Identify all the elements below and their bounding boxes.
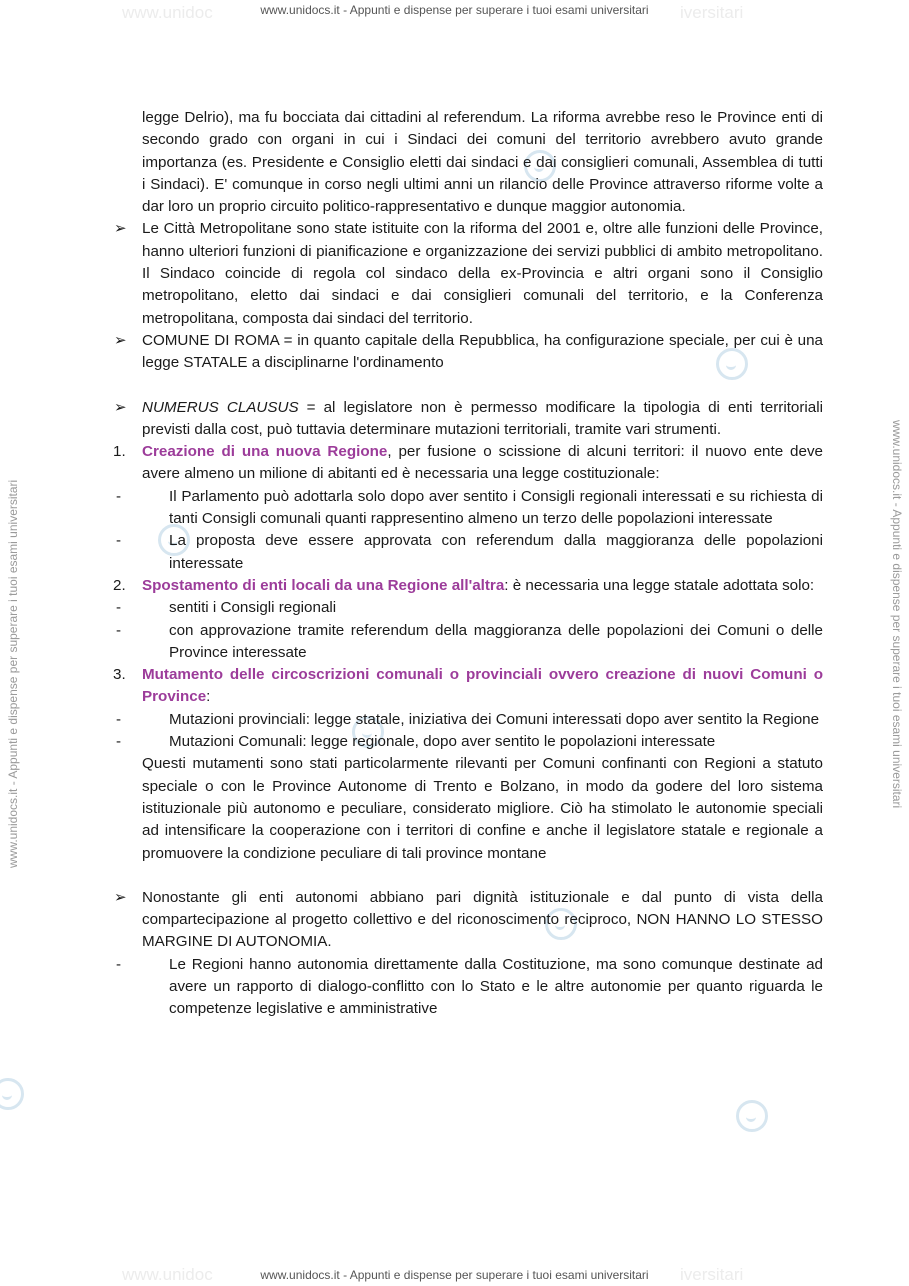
item-text [142,441,823,486]
dash-text: con approvazione tramite referendum della maggioranza delle popolazioni dei Comuni o delle Province interessate [169,621,823,661]
item-text-rest: : è necessaria una legge statale adottata solo: [504,576,815,594]
dash-marker: - [116,733,122,751]
watermark-logo-icon [0,1078,24,1110]
paragraph-intro: legge Delrio), ma fu bocciata dai cittadini al referendum. La riforma avrebbe reso le Province enti di secondo grado con organi in cui i Sindaci dei comuni del territorio avrebbero avuto grande importanza (es. Presidente e Consiglio eletti dai sindaci e dai consiglieri comunali, Assemblea di tutti i Sindaci). E' comunque in corso negli ultimi anni un rilancio delle Province attraverso riforme volte a dar loro un proprio circuito politico-rappresentativo e dunque maggior autonomia. [142,109,823,216]
bullet-text-rest: = al legislatore non è permesso modificare la tipologia di enti territoriali previsti dalla cost, può tuttavia determinare mutazioni territoriali, tramite vari strumenti. [142,398,823,438]
document-body [113,107,823,1021]
arrow-bullet-icon: ➢ [114,220,127,238]
dash-marker: - [116,487,122,505]
dash-text: La proposta deve essere approvata con referendum dalla maggioranza delle popolazioni interessate [169,532,823,572]
dash-marker: - [116,710,122,728]
dash-text: Il Parlamento può adottarla solo dopo aver sentito i Consigli regionali interessati e su richiesta di tanti Consigli comunali quanti rappresentino almeno un terzo delle popolazioni interessate [169,487,823,528]
numbered-item-1 [113,441,823,486]
ghost-watermark-right-bottom: iversitari [680,1265,744,1284]
watermark-logo-icon [736,1100,768,1132]
paragraph-mutamenti: Questi mutamenti sono stati particolarmente rilevanti per Comuni confinanti con Regioni a statuto speciale o con le Province Autonome di Trento e Bolzano, in modo da godere del loro sistema istituzionale più autonomo e peculiare, considerato migliore. Ciò ha stimolato le autonomie speciali ad intensificare la cooperazione con i territori di confine e anche il legislatore statale e regionale a promuovere la condizione peculiare di tali province montane [142,755,823,862]
dash-text: Mutazioni Comunali: legge regionale, dopo aver sentito le popolazioni interessate [169,733,716,751]
bullet-comune-roma [114,330,823,375]
item-text-rest: , per fusione o scissione di alcuni territori: il nuovo ente deve avere almeno un milione di abitanti ed è necessaria una legge costituzionale: [142,443,823,483]
dash-item [116,954,823,1021]
dash-item [116,620,823,665]
arrow-bullet-icon: ➢ [114,888,127,906]
side-watermark-right: www.unidocs.it - Appunti e dispense per superare i tuoi esami universitari [890,420,904,809]
side-watermark-left: www.unidocs.it - Appunti e dispense per superare i tuoi esami universitari [6,479,20,868]
item-text [142,664,823,709]
bullet-text: Le Città Metropolitane sono state istituite con la riforma del 2001 e, oltre alle funzioni delle Province, hanno ulteriori funzioni di pianificazione e organizzazione dei servizi pubblici di ambito metropolitano. Il Sindaco coincide di regola col sindaco della ex-Provincia e altri organi sono il Consiglio metropolitano, eletto dai sindaci e dai consiglieri comunali del territorio, e la Conferenza metropolitana, composta dai sindaci del territorio. [142,220,823,327]
dash-text: Le Regioni hanno autonomia direttamente dalla Costituzione, ma sono comunque destinate ad avere un rapporto di dialogo-conflitto con lo Stato e le altre autonomie per quanto riguarda le competenze legislative e amministrative [169,955,823,1018]
item-text [142,575,823,597]
numbered-item-2 [113,575,823,597]
dash-marker: - [116,599,122,617]
term-numerus-clausus: NUMERUS CLAUSUS [142,398,299,416]
page-footer: www.unidocs.it - Appunti e dispense per superare i tuoi esami universitari [260,1268,649,1282]
item-heading: Creazione di una nuova Regione [142,443,388,461]
arrow-bullet-icon: ➢ [114,398,127,416]
dash-marker: - [116,955,122,973]
dash-marker: - [116,532,122,550]
arrow-bullet-icon: ➢ [114,331,127,349]
item-number: 3. [113,666,126,684]
dash-item [116,597,823,619]
ghost-watermark-left: www.unidoc [122,3,213,22]
dash-item [116,486,823,531]
bullet-autonomia [114,887,823,954]
dash-item [116,731,823,753]
item-number: 1. [113,443,126,461]
bullet-text: Nonostante gli enti autonomi abbiano pari dignità istituzionale e dal punto di vista della compartecipazione al progetto collettivo e del riconoscimento reciproco, NON HANNO LO STESSO MARGINE DI AUTONOMIA. [142,888,823,951]
dash-item [116,530,823,575]
item-heading: Mutamento delle circoscrizioni comunali o provinciali ovvero creazione di nuovi Comuni o Province [142,666,823,706]
dash-text: Mutazioni provinciali: legge statale, iniziativa dei Comuni interessati dopo aver sentito la Regione [169,710,820,728]
bullet-text: COMUNE DI ROMA = in quanto capitale della Repubblica, ha configurazione speciale, per cui è una legge STATALE a disciplinarne l'ordinamento [142,331,823,372]
ghost-watermark-right: iversitari [680,3,744,22]
bullet-numerus-clausus [114,397,823,442]
bullet-text [142,397,823,442]
ghost-watermark-left-bottom: www.unidoc [122,1265,213,1284]
dash-marker: - [116,621,122,639]
bullet-citta-metropolitane [114,218,823,329]
page-header: www.unidocs.it - Appunti e dispense per superare i tuoi esami universitari [260,3,649,17]
numbered-item-3 [113,664,823,709]
item-heading: Spostamento di enti locali da una Regione all'altra [142,576,505,594]
item-text-rest: : [206,688,211,706]
item-number: 2. [113,576,126,594]
dash-text: sentiti i Consigli regionali [169,599,337,617]
dash-item [116,709,823,731]
